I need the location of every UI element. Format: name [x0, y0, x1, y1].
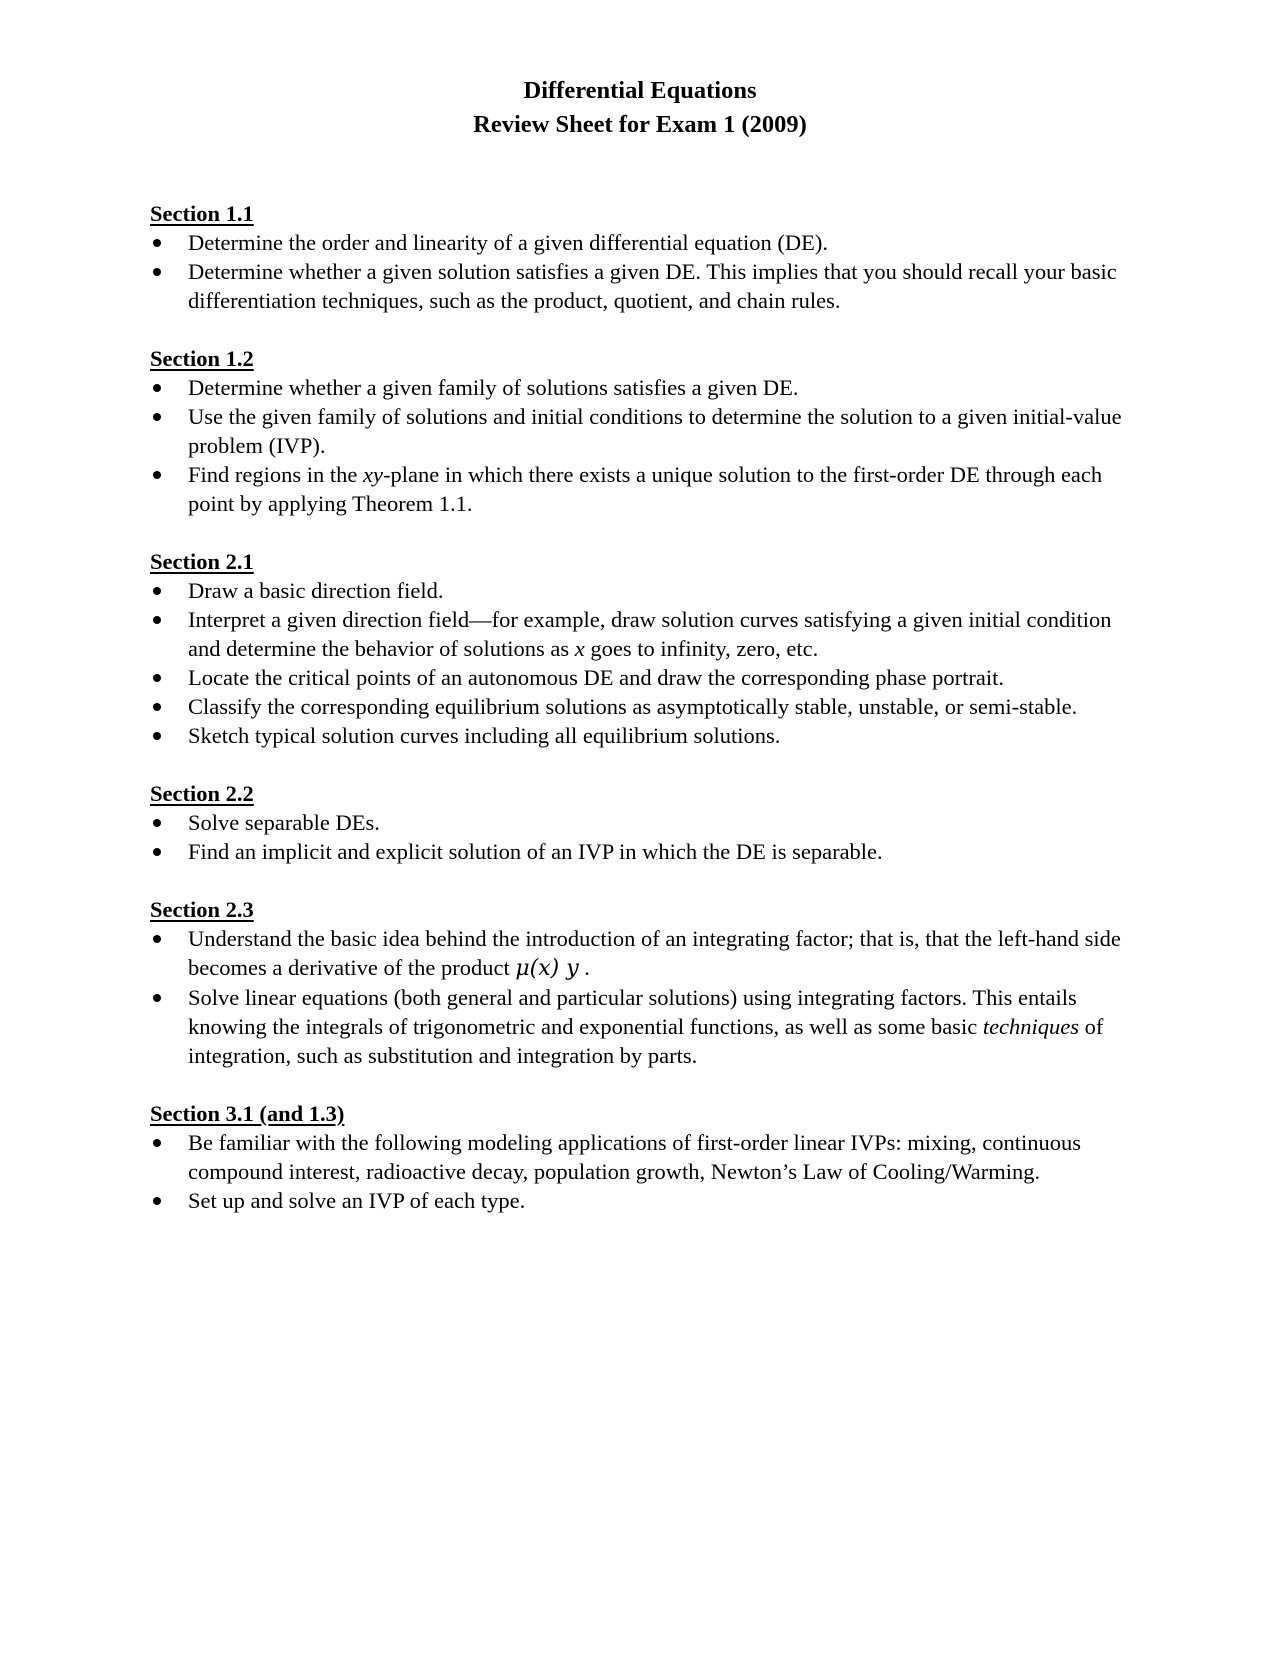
item-text: Determine whether a given solution satisfies a given DE. This implies that you should recall your basic differentiation techniques, such as the product, quotient, and chain rules.: [188, 259, 1117, 313]
item-text: Be familiar with the following modeling applications of first-order linear IVPs: mixing, continuous compound interest, radioactive decay, population growth, Newton’s Law of Cooling/Warming.: [188, 1130, 1081, 1184]
list-item: [150, 257, 1140, 315]
bullet-icon: [153, 239, 161, 247]
list-item: [150, 576, 1140, 605]
section-heading: Section 2.2: [150, 781, 254, 806]
section-1-2: [150, 344, 1140, 518]
item-text: Draw a basic direction field.: [188, 578, 444, 603]
list-item: [150, 605, 1140, 663]
bullet-icon: [153, 732, 161, 740]
list-item: [150, 808, 1140, 837]
item-text-pre: Solve linear equations (both general and particular solutions) using integrating factors. This entails knowing the integrals of trigonometric and exponential functions, as well as some basic: [188, 985, 1077, 1039]
bullet-icon: [153, 587, 161, 595]
title-line-2: Review Sheet for Exam 1 (2009): [473, 111, 807, 138]
section-heading: Section 2.3: [150, 897, 254, 922]
section-heading: Section 1.2: [150, 346, 254, 371]
bullet-list: [150, 808, 1140, 866]
item-text-pre: Understand the basic idea behind the introduction of an integrating factor; that is, that the left-hand side becomes a derivative of the product: [188, 926, 1121, 980]
item-text-post: -plane in which there exists a unique solution to the first-order DE through each point by applying Theorem 1.1.: [188, 462, 1103, 516]
item-text: Solve separable DEs.: [188, 810, 380, 835]
list-item: [150, 924, 1140, 983]
bullet-icon: [153, 848, 161, 856]
list-item: [150, 663, 1140, 692]
section-3-1: [150, 1099, 1140, 1215]
section-1-1: [150, 199, 1140, 315]
bullet-icon: [153, 819, 161, 827]
bullet-icon: [153, 413, 161, 421]
bullet-icon: [153, 703, 161, 711]
bullet-list: [150, 924, 1140, 1070]
item-emphasis: techniques: [982, 1014, 1080, 1039]
bullet-icon: [153, 1197, 161, 1205]
item-text: Sketch typical solution curves including all equilibrium solutions.: [188, 723, 781, 748]
item-text: Use the given family of solutions and initial conditions to determine the solution to a given initial-value problem (IVP).: [188, 404, 1122, 458]
bullet-icon: [153, 994, 161, 1002]
list-item: [150, 1128, 1140, 1186]
item-text: Determine the order and linearity of a given differential equation (DE).: [188, 230, 828, 255]
item-text: Classify the corresponding equilibrium solutions as asymptotically stable, unstable, or semi-stable.: [188, 694, 1078, 719]
bullet-icon: [153, 268, 161, 276]
section-heading: Section 1.1: [150, 201, 254, 226]
item-emphasis: x: [574, 636, 585, 661]
bullet-list: [150, 576, 1140, 750]
section-2-2: [150, 779, 1140, 866]
list-item: [150, 837, 1140, 866]
item-text-post: .: [578, 955, 590, 980]
list-item: [150, 721, 1140, 750]
item-text-pre: Find regions in the: [188, 462, 363, 487]
bullet-list: [150, 373, 1140, 518]
bullet-icon: [153, 471, 161, 479]
section-heading: Section 2.1: [150, 549, 254, 574]
list-item: [150, 373, 1140, 402]
item-text-post: goes to infinity, zero, etc.: [584, 636, 819, 661]
bullet-icon: [153, 935, 161, 943]
list-item: [150, 983, 1140, 1070]
list-item: [150, 1186, 1140, 1215]
bullet-icon: [153, 1139, 161, 1147]
bullet-icon: [153, 384, 161, 392]
bullet-icon: [153, 674, 161, 682]
section-2-3: [150, 895, 1140, 1070]
item-text-post: of integration, such as substitution and integration by parts.: [188, 1014, 1104, 1068]
list-item: [150, 692, 1140, 721]
bullet-icon: [153, 616, 161, 624]
math-expression: μ(x) y: [515, 956, 579, 981]
bullet-list: [150, 228, 1140, 315]
bullet-list: [150, 1128, 1140, 1215]
title-line-1: Differential Equations: [523, 77, 757, 104]
document-title: [0, 74, 1280, 142]
item-text: Locate the critical points of an autonomous DE and draw the corresponding phase portrait.: [188, 665, 1004, 690]
list-item: [150, 402, 1140, 460]
item-text-pre: Interpret a given direction field—for example, draw solution curves satisfying a given initial condition and determine the behavior of solutions as: [188, 607, 1112, 661]
document-body: [150, 199, 1140, 1244]
item-emphasis: xy: [363, 462, 383, 487]
item-text: Find an implicit and explicit solution of an IVP in which the DE is separable.: [188, 839, 883, 864]
section-2-1: [150, 547, 1140, 750]
list-item: [150, 228, 1140, 257]
list-item: [150, 460, 1140, 518]
section-heading: Section 3.1 (and 1.3): [150, 1101, 345, 1126]
item-text: Set up and solve an IVP of each type.: [188, 1188, 526, 1213]
item-text: Determine whether a given family of solutions satisfies a given DE.: [188, 375, 799, 400]
